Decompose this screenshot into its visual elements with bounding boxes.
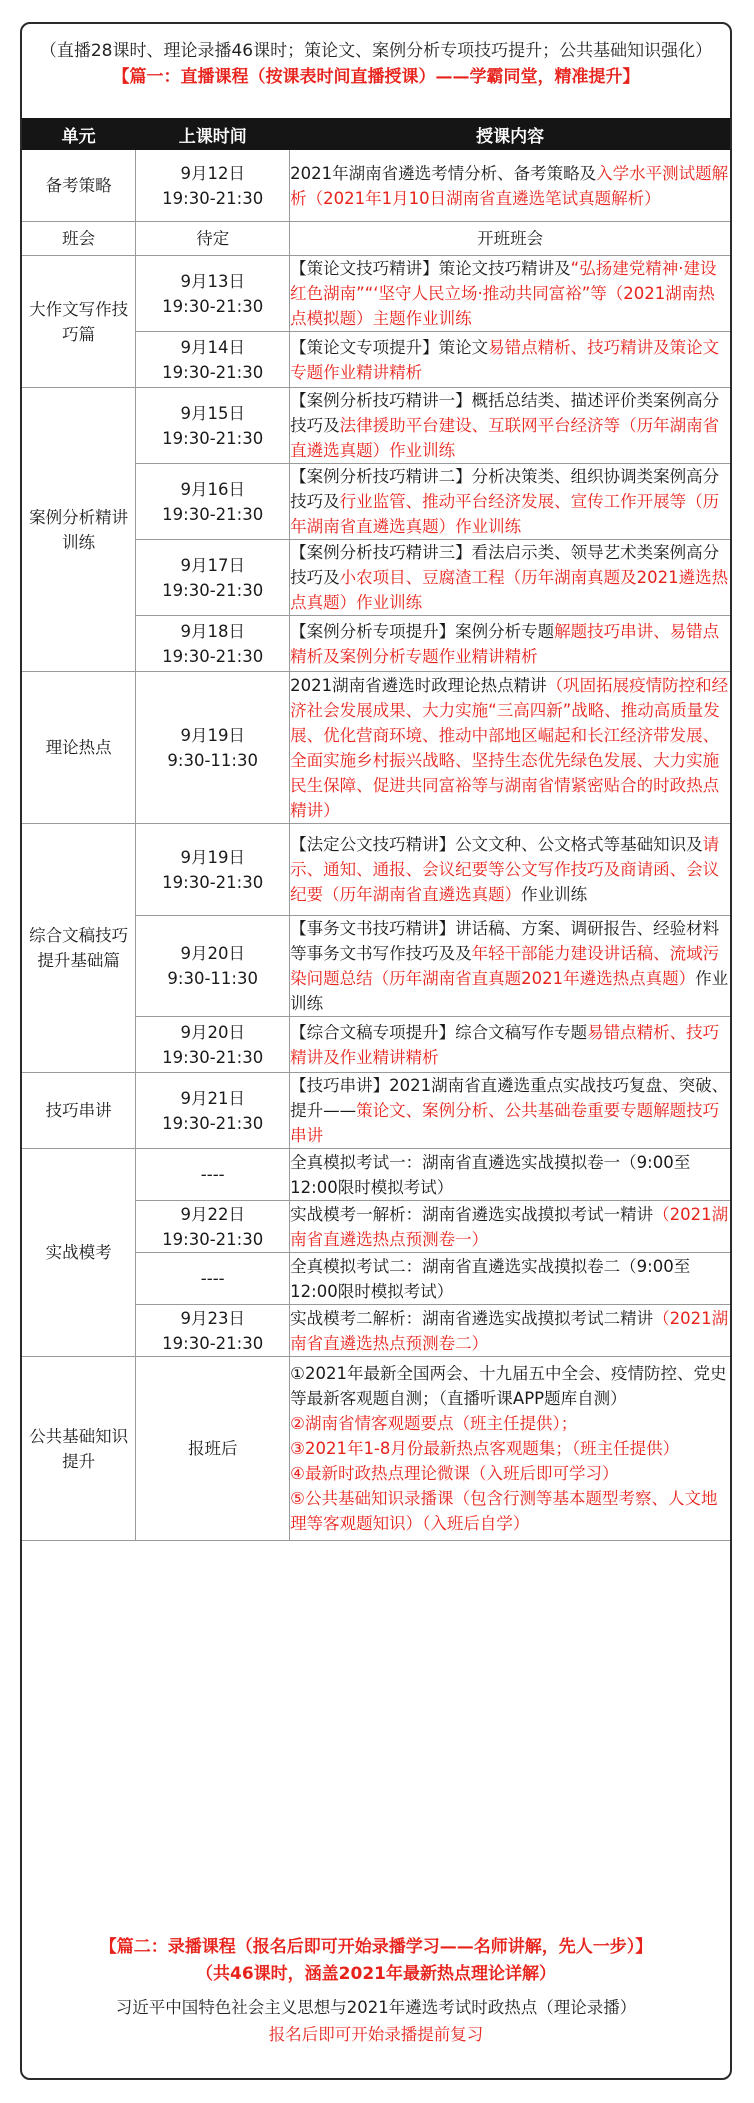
lesson-text: ②湖南省情客观题要点（班主任提供）；	[290, 1414, 578, 1433]
lesson-text: 请示、通知、通报、会议纪要等公文写作技巧及商请函、会议纪要（历年湖南省直遴选真题）	[290, 835, 720, 904]
class-time-line: 待定	[196, 229, 230, 248]
lesson-text: 易错点精析、技巧精讲及作业精讲精析	[290, 1022, 720, 1067]
class-time-line: 报班后	[187, 1439, 238, 1458]
class-time-line: 19:30-21:30	[162, 1229, 264, 1249]
lesson-text: 【案例分析专项提升】案例分析专题	[290, 621, 555, 641]
unit-exam-strategy: 备考策略	[22, 150, 136, 222]
class-time-line: ----	[200, 1269, 225, 1288]
class-time-line: 19:30-21:30	[162, 504, 264, 524]
lesson-list-item	[290, 1461, 730, 1486]
lesson-content	[290, 388, 730, 464]
table-row	[22, 1149, 730, 1201]
lesson-text: “弘扬建党精神·建设红色湖南”“‘坚守人民立场·推动共同富裕”等（2021湖南热点模拟题）主题作业训练	[290, 259, 717, 328]
class-time-line: 9月19日	[180, 725, 245, 745]
unit-class-meeting: 班会	[22, 222, 136, 256]
table-row	[22, 222, 730, 256]
lesson-text: 全真模拟考试一：湖南省直遴选实战摸拟卷一（9:00至12:00限时模拟考试）	[290, 1152, 691, 1197]
class-time-line: 9月16日	[180, 479, 245, 499]
class-time	[136, 672, 290, 824]
unit-document-writing: 综合文稿技巧提升基础篇	[22, 824, 136, 1073]
lesson-text: 入学水平测试题解析（2021年1月10日湖南省直遴选笔试真题解析）	[290, 163, 729, 208]
class-time-line: 9月23日	[180, 1308, 245, 1328]
section-two	[22, 1934, 730, 2048]
table-row	[22, 672, 730, 824]
class-time	[136, 222, 290, 256]
lesson-text: 【策论文专项提升】策论文	[290, 337, 489, 357]
recorded-course-note: 报名后即可开始录播提前复习	[268, 2025, 484, 2044]
schedule-table	[22, 118, 730, 1541]
table-header-row	[22, 119, 730, 150]
lesson-content	[290, 222, 730, 256]
lesson-content	[290, 150, 730, 222]
lesson-text: 作业训练	[521, 885, 588, 904]
class-time	[136, 332, 290, 388]
lesson-text: 【综合文稿专项提升】综合文稿写作专题	[290, 1022, 588, 1042]
class-time-line: 9月18日	[180, 621, 245, 641]
section-two-title: 【篇二：录播课程（报名后即可开始录播学习——名师讲解，先人一步）】	[99, 1937, 653, 1957]
lesson-text: （巩固拓展疫情防控和经济社会发展成果、大力实施“三高四新”战略、推动高质量发展、优化营商环境、推动中部地区崛起和长江经济带发展、全面实施乡村振兴战略、坚持生态优先绿色发展、大力实施民生保障、促进共同富裕等与湖南省情紧密贴合的时政热点精讲）	[290, 675, 729, 820]
class-time-line: 9:30-11:30	[167, 969, 258, 988]
unit-skills-review: 技巧串讲	[22, 1073, 136, 1149]
class-time-line: 19:30-21:30	[162, 1333, 264, 1353]
class-time-line: 19:30-21:30	[162, 188, 264, 208]
table-row	[22, 1357, 730, 1541]
class-time	[136, 824, 290, 916]
lesson-content	[290, 1073, 730, 1149]
table-row	[22, 1073, 730, 1149]
unit-case-analysis: 案例分析精讲训练	[22, 388, 136, 672]
class-time-line: 19:30-21:30	[162, 362, 264, 382]
section-two-subtitle: （共46课时，涵盖2021年最新热点理论详解）	[196, 1964, 556, 1984]
class-time	[136, 256, 290, 332]
lesson-content	[290, 540, 730, 616]
class-time	[136, 388, 290, 464]
lesson-text: （2021湖南省直遴选热点预测卷一）	[290, 1204, 729, 1249]
lesson-content	[290, 1357, 730, 1541]
class-time-line: 9月20日	[180, 944, 245, 963]
class-time	[136, 1149, 290, 1201]
class-time-line: 9月12日	[180, 163, 245, 183]
class-time	[136, 1253, 290, 1305]
lesson-text: 实战模考二解析：湖南省遴选实战摸拟考试二精讲	[290, 1308, 654, 1328]
lesson-text: 【案例分析技巧精讲一】概括总结类、描述评价类案例高分技巧及	[290, 391, 720, 435]
class-time-line: ----	[200, 1165, 225, 1184]
lesson-list-item	[290, 1411, 730, 1436]
class-time	[136, 616, 290, 672]
lesson-content	[290, 672, 730, 824]
recorded-course-title: 习近平中国特色社会主义思想与2021年遴选考试时政热点（理论录播）	[115, 1998, 637, 2017]
lesson-text: 实战模考一解析：湖南省遴选实战摸拟考试一精讲	[290, 1204, 654, 1224]
lesson-content	[290, 1149, 730, 1201]
header-unit: 单元	[22, 119, 136, 150]
lesson-text: 易错点精析、技巧精讲及策论文专题作业精讲精析	[290, 337, 720, 382]
class-time-line: 9:30-11:30	[167, 750, 258, 770]
lesson-text: 【案例分析技巧精讲三】看法启示类、领导艺术类案例高分技巧及	[290, 543, 720, 587]
lesson-content	[290, 616, 730, 672]
class-time	[136, 540, 290, 616]
table-row	[22, 256, 730, 332]
class-time	[136, 1073, 290, 1149]
lesson-content	[290, 916, 730, 1017]
lesson-text: 2021年湖南省遴选考情分析、备考策略及	[290, 163, 597, 183]
class-time-line: 19:30-21:30	[162, 646, 264, 666]
table-body	[22, 150, 730, 1541]
lesson-text: 【事务文书技巧精讲】讲话稿、方案、调研报告、经验材料等事务文书写作技巧及及	[290, 919, 720, 963]
class-time-line: 9月21日	[180, 1088, 245, 1108]
lesson-text: 开班班会	[477, 229, 544, 248]
lesson-content	[290, 332, 730, 388]
lesson-text: 【策论文技巧精讲】策论文技巧精讲及	[290, 259, 571, 278]
header-time: 上课时间	[136, 119, 290, 150]
table-row	[22, 150, 730, 222]
header-content: 授课内容	[290, 119, 730, 150]
lesson-content	[290, 1017, 730, 1073]
lesson-content	[290, 464, 730, 540]
lesson-list-item	[290, 1361, 730, 1411]
lesson-content	[290, 824, 730, 916]
intro	[22, 24, 730, 90]
section-one-title: 【篇一：直播课程（按课表时间直播授课）——学霸同堂，精准提升】	[112, 67, 640, 87]
lesson-content	[290, 1305, 730, 1357]
table-row	[22, 824, 730, 916]
class-time-line: 19:30-21:30	[162, 296, 264, 316]
lesson-text: 【技巧串讲】2021湖南省直遴选重点实战技巧复盘、突破、提升——	[290, 1076, 729, 1120]
lesson-text: ⑤公共基础知识录播课（包含行测等基本题型考察、人文地理等客观题知识）（入班后自学）	[290, 1489, 718, 1533]
unit-mock-exam: 实战模考	[22, 1149, 136, 1357]
lesson-list-item	[290, 1486, 730, 1536]
lesson-text: ①2021年最新全国两会、十九届五中全会、疫情防控、党史等最新客观题自测；（直播听课APP题库自测）	[290, 1364, 727, 1408]
lesson-content	[290, 256, 730, 332]
class-time	[136, 1357, 290, 1541]
lesson-text: （2021湖南省直遴选热点预测卷二）	[290, 1308, 729, 1353]
class-time-line: 19:30-21:30	[162, 580, 264, 600]
class-time-line: 9月14日	[180, 337, 245, 357]
class-time-line: 9月19日	[180, 847, 245, 867]
intro-summary: （直播28课时、理论录播46课时；策论文、案例分析专项技巧提升；公共基础知识强化）	[39, 41, 713, 61]
class-time	[136, 1305, 290, 1357]
lesson-text: 策论文、案例分析、公共基础卷重要专题解题技巧串讲	[290, 1101, 720, 1145]
lesson-text: 行业监管、推动平台经济发展、宣传工作开展等（历年湖南省直遴选真题）作业训练	[290, 492, 720, 536]
unit-theory-hotspots: 理论热点	[22, 672, 136, 824]
lesson-text: 【法定公文技巧精讲】公文文种、公文格式等基础知识及	[290, 835, 703, 854]
class-time-line: 19:30-21:30	[162, 428, 264, 448]
lesson-text: 2021湖南省遴选时政理论热点精讲	[290, 675, 547, 695]
class-time-line: 9月17日	[180, 555, 245, 575]
lesson-text: 全真模拟考试二：湖南省直遴选实战摸拟卷二（9:00至12:00限时模拟考试）	[290, 1256, 691, 1301]
lesson-text: 作业训练	[290, 969, 729, 1013]
schedule-card	[20, 22, 732, 2080]
class-time-line: 9月22日	[180, 1204, 245, 1224]
class-time-line: 9月20日	[180, 1022, 245, 1042]
lesson-list-item	[290, 1436, 730, 1461]
lesson-text: 解题技巧串讲、易错点精析及案例分析专题作业精讲精析	[290, 621, 720, 666]
class-time	[136, 464, 290, 540]
lesson-content	[290, 1253, 730, 1305]
class-time-line: 9月13日	[180, 271, 245, 291]
lesson-text: 【案例分析技巧精讲二】分析决策类、组织协调类案例高分技巧及	[290, 467, 720, 511]
class-time	[136, 1017, 290, 1073]
lesson-text: ④最新时政热点理论微课（入班后即可学习）	[290, 1464, 619, 1483]
class-time	[136, 916, 290, 1017]
table-row	[22, 388, 730, 464]
lesson-content	[290, 1201, 730, 1253]
lesson-text: 小农项目、豆腐渣工程（历年湖南真题及2021遴选热点真题）作业训练	[290, 568, 729, 612]
class-time	[136, 1201, 290, 1253]
class-time-line: 9月15日	[180, 403, 245, 423]
class-time	[136, 150, 290, 222]
lesson-text: ③2021年1-8月份最新热点客观题集；（班主任提供）	[290, 1439, 680, 1458]
class-time-line: 19:30-21:30	[162, 872, 264, 892]
unit-public-knowledge: 公共基础知识提升	[22, 1357, 136, 1541]
class-time-line: 19:30-21:30	[162, 1113, 264, 1133]
unit-essay-skills: 大作文写作技巧篇	[22, 256, 136, 388]
class-time-line: 19:30-21:30	[162, 1047, 264, 1067]
lesson-text: 法律援助平台建设、互联网平台经济等（历年湖南省直遴选真题）作业训练	[290, 416, 720, 460]
lesson-text: 年轻干部能力建设讲话稿、流域污染问题总结（历年湖南省直真题2021年遴选热点真题）	[290, 944, 720, 988]
